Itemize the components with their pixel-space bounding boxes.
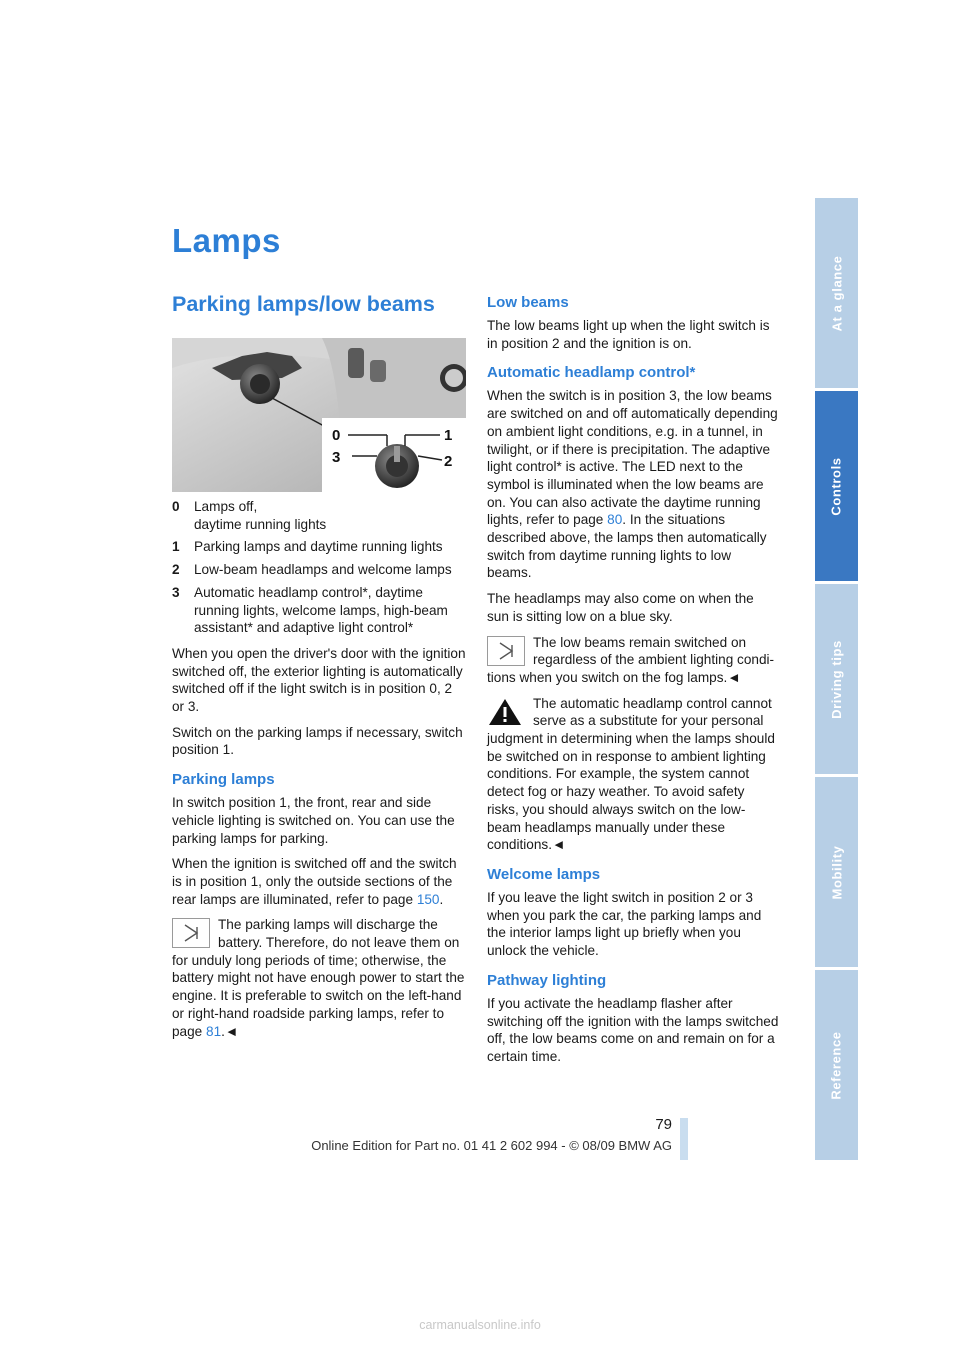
- legend-item: [172, 538, 466, 556]
- pathway-lighting-heading: Pathway lighting: [487, 971, 607, 989]
- auto-headlamp-text-2: . In the situations described above, the lamps then automatically switch from daytime running lights to low beams.: [487, 512, 767, 581]
- note-end-mark: .◄: [221, 1023, 239, 1039]
- legend-text: Lamps off, daytime running lights: [194, 499, 327, 532]
- light-switch-photo: [172, 338, 466, 492]
- watermark: carmanualsonline.info: [419, 1318, 541, 1332]
- note-arrow-icon: [172, 918, 210, 948]
- nav-tab-controls[interactable]: [815, 391, 858, 581]
- low-beams-heading: Low beams: [487, 294, 569, 311]
- right-column: [487, 294, 779, 1074]
- note-rest: tions when you switch on the fog lamps.◄: [487, 669, 741, 685]
- edition-note: Online Edition for Part no. 01 41 2 602 994 - © 08/09 BMW AG: [311, 1138, 672, 1153]
- figure-label-3: 3: [332, 449, 341, 466]
- nav-label: Mobility: [829, 845, 844, 899]
- section-title: Parking lamps/low beams: [172, 292, 435, 316]
- nav-label: Driving tips: [829, 639, 844, 719]
- parking-lamps-heading: Parking lamps: [172, 771, 275, 789]
- parking-lamps-paragraph: In switch position 1, the front, rear and side vehicle lighting is switched on. You can use the parking lamps for parking.: [172, 795, 455, 846]
- switch-position-legend: [172, 498, 466, 637]
- legend-number: 1: [172, 539, 180, 555]
- legend-text: Automatic headlamp control*, daytime running lights, welcome lamps, high-beam assistant* and adaptive light control*: [194, 584, 448, 636]
- fog-lamps-note: [487, 634, 779, 687]
- welcome-lamps-heading: Welcome lamps: [487, 865, 601, 883]
- page-number-bar: [680, 1118, 688, 1160]
- legend-number: 0: [172, 499, 180, 514]
- welcome-lamps-paragraph: If you leave the light switch in position 2 or 3 when you park the car, the parking lamps and the interior lamps light up briefly when you unlock the vehicle.: [487, 889, 762, 959]
- safety-warning-note: [487, 695, 779, 854]
- page-number: 79: [655, 1116, 672, 1133]
- note-first-line: The low beams remain switched on regardless of the ambient lighting condi-: [533, 634, 775, 668]
- nav-tab-mobility[interactable]: [815, 777, 858, 967]
- nav-tab-at-a-glance[interactable]: [815, 198, 858, 388]
- note-text: [487, 634, 779, 687]
- nav-label: Reference: [829, 1030, 844, 1100]
- sun-paragraph: The headlamps may also come on when the sun is sitting low on a blue sky.: [487, 591, 754, 624]
- legend-item: [172, 561, 466, 579]
- nav-label: At a glance: [829, 255, 844, 331]
- legend-item: [172, 584, 466, 637]
- figure-label-1: 1: [444, 427, 453, 444]
- pathway-lighting-paragraph: If you activate the headlamp flasher after switching off the ignition with the lamps switched off, the low beams come on and remain on for a certain time.: [487, 995, 779, 1064]
- auto-headlamp-paragraph: [487, 387, 779, 582]
- note-text: [172, 916, 466, 1040]
- note-rest: unduly long periods of time; otherwise, the battery might not have enough power to start the engine. It is preferable to switch on the left-hand or right-hand roadside parking lamps, refer to page: [172, 952, 465, 1039]
- battery-note: [172, 916, 466, 1040]
- note-text: [487, 695, 779, 854]
- note-rest: judgment in determining when the lamps should be switched on in response to ambient lighting conditions. For example, the system cannot detect fog or hazy weather. To avoid safety risks, you should always switch on the low-beam headlamps manually under these conditions.◄: [487, 731, 775, 853]
- auto-headlamp-text: When the switch is in position 3, the low beams are switched on and off automatically depending on ambient light conditions, e.g. in a tunnel, in twilight, or if there is precipitation. The adaptive light control* is active. The LED next to the symbol is illuminated when the low beams are on. You can also activate the daytime running lights, refer to page: [487, 388, 778, 528]
- nav-tab-reference[interactable]: [815, 970, 858, 1160]
- note-first-line: The automatic headlamp control cannot serve as a substitute for your personal: [533, 695, 772, 729]
- nav-tab-driving-tips[interactable]: [815, 584, 858, 774]
- door-open-paragraph: When you open the driver's door with the ignition switched off, the exterior lighting is automatically switched off if the light switch is in position 0, 2 or 3.: [172, 645, 466, 715]
- nav-label: Controls: [829, 456, 844, 516]
- low-beams-paragraph: The low beams light up when the light switch is in position 2 and the ignition is on.: [487, 318, 770, 351]
- figure-label-2: 2: [444, 453, 453, 470]
- note-first-line: The parking lamps will discharge the battery. Therefore, do not leave them on for: [172, 917, 460, 968]
- left-column: [172, 498, 466, 1048]
- parking-ignition-text: When the ignition is switched off and the switch is in position 1, only the outside sections of the rear lamps are illuminated, refer to page: [172, 856, 457, 907]
- figure-label-0: 0: [332, 427, 341, 444]
- auto-headlamp-heading: Automatic headlamp control*: [487, 364, 696, 382]
- note-arrow-icon: [487, 636, 525, 666]
- legend-number: 3: [172, 584, 180, 600]
- legend-number: 2: [172, 562, 180, 578]
- legend-text: Low-beam headlamps and welcome lamps: [194, 562, 452, 578]
- page-title: Lamps: [172, 222, 281, 259]
- chapter-nav: [815, 198, 858, 1160]
- switch-on-paragraph: Switch on the parking lamps if necessary, switch position 1.: [172, 724, 463, 758]
- page-link-81[interactable]: 81: [206, 1023, 222, 1039]
- legend-item: [172, 498, 466, 533]
- legend-text: Parking lamps and daytime running lights: [194, 539, 443, 555]
- page-link-150[interactable]: 150: [416, 891, 440, 907]
- warning-triangle-icon: [487, 697, 525, 727]
- parking-ignition-paragraph: When the ignition is switched off and the switch is in position 1, only the outside sections of the rear lamps are illuminated, refer to page 150.: [172, 856, 457, 907]
- page-link-80[interactable]: 80: [607, 512, 623, 528]
